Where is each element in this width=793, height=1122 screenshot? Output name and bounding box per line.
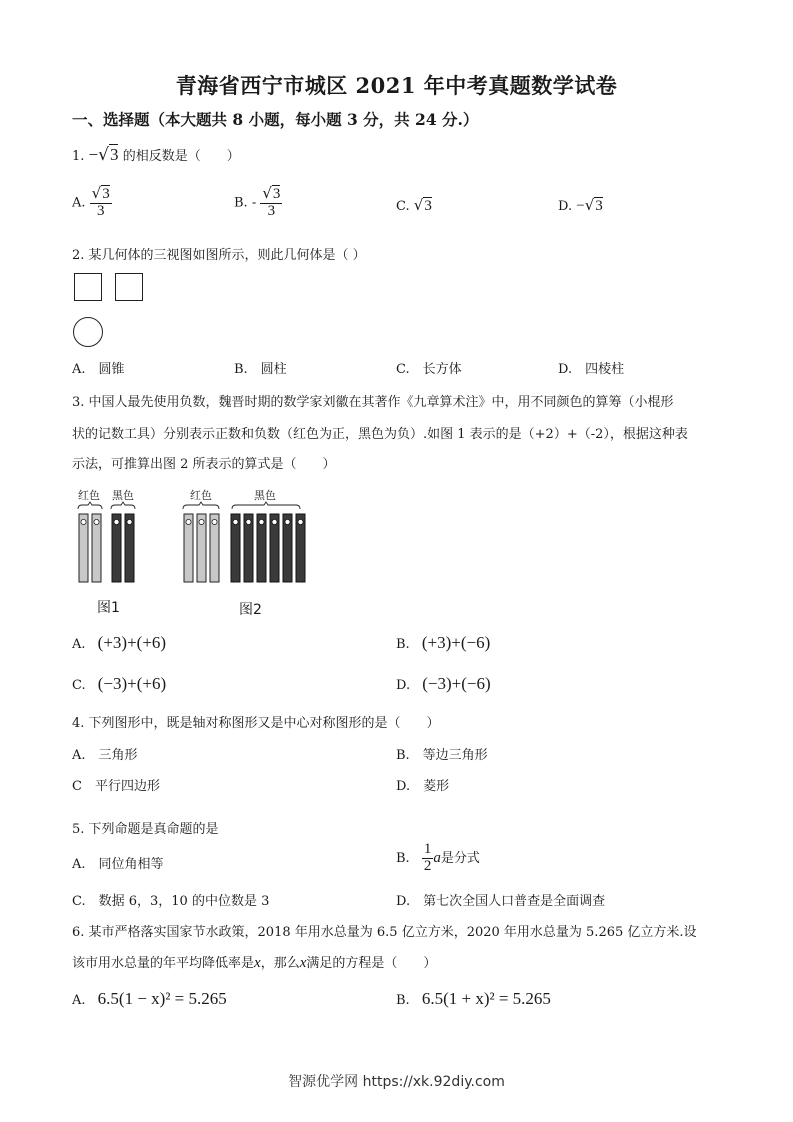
question-5: 5. 下列命题是真命题的是	[72, 822, 219, 837]
question-3-line-3: 示法，可推算出图 2 所表示的算式是（ ）	[72, 457, 336, 472]
q1-number: 1.	[72, 149, 85, 164]
fig2-red-brace	[183, 502, 219, 509]
q1-b-fraction: $\frac{√3}{3}$	[262, 184, 281, 219]
question-1	[72, 145, 240, 165]
q2-option-a[interactable]: A. 圆锥	[72, 362, 125, 377]
q1-option-d[interactable]: D. −√3	[558, 196, 603, 214]
q2-option-d[interactable]: D. 四棱柱	[558, 362, 625, 377]
q5-b-fraction: $\frac{1}{2}$	[423, 841, 432, 874]
q4-option-b[interactable]: B. 等边三角形	[396, 748, 488, 763]
question-6-line-1: 6. 某市严格落实国家节水政策，2018 年用水总量为 6.5 亿立方米，2020 年用水总量为 5.265 亿立方米.设	[72, 925, 697, 940]
q5-option-b[interactable]: B. $\frac{1}{2}$ a是分式	[396, 841, 480, 874]
fig1-red-brace	[78, 502, 102, 509]
side-view-square	[115, 273, 143, 301]
fig2-red-label: 红色	[190, 489, 212, 502]
q2-option-c[interactable]: C. 长方体	[396, 362, 462, 377]
top-view-circle	[73, 317, 103, 347]
fig2-black-label: 黑色	[254, 489, 276, 502]
q1-option-c[interactable]: C. √3	[396, 196, 432, 214]
front-view-square	[74, 273, 102, 301]
q4-option-a[interactable]: A. 三角形	[72, 748, 138, 763]
q3-option-a[interactable]: A. (+3)+(+6)	[72, 633, 167, 652]
q3-option-d[interactable]: D. (−3)+(−6)	[396, 674, 491, 693]
q5-option-d[interactable]: D. 第七次全国人口普查是全面调查	[396, 894, 606, 909]
page-title: 青海省西宁市城区 2021 年中考真题数学试卷	[175, 73, 618, 98]
q4-option-d[interactable]: D. 菱形	[396, 779, 450, 794]
fig1-black-brace	[111, 502, 135, 509]
fig2-black-rods	[231, 514, 305, 582]
fig2-black-brace	[232, 502, 300, 509]
section-heading: 一、选择题（本大题共 8 小题，每小题 3 分，共 24 分.）	[72, 110, 479, 129]
q4-option-c[interactable]: C 平行四边形	[72, 779, 160, 794]
q5-option-a[interactable]: A. 同位角相等	[72, 857, 164, 872]
fig1-red-label: 红色	[78, 489, 100, 502]
fig1-caption: 图1	[97, 600, 120, 616]
q1-expression: −√3	[88, 145, 119, 165]
q6-option-a[interactable]: A. 6.5(1 − x)² = 5.265	[72, 989, 227, 1008]
q6-option-b[interactable]: B. 6.5(1 + x)² = 5.265	[396, 989, 551, 1008]
question-2: 2. 某几何体的三视图如图所示，则此几何体是（ ）	[72, 248, 366, 263]
fig2-caption: 图2	[239, 602, 262, 618]
fig1-black-label: 黑色	[112, 489, 134, 502]
q1-a-fraction: $\frac{√3}{3}$	[91, 184, 110, 219]
fig2-red-rods	[184, 514, 219, 582]
q3-option-c[interactable]: C. (−3)+(+6)	[72, 674, 167, 693]
q2-option-b[interactable]: B. 圆柱	[234, 362, 287, 377]
q3-option-b[interactable]: B. (+3)+(−6)	[396, 633, 491, 652]
question-3-line-1: 3. 中国人最先使用负数，魏晋时期的数学家刘徽在其著作《九章算术注》中，用不同颜色的算筹（小棍形	[72, 395, 674, 410]
fig1-red-rods	[79, 514, 101, 582]
footer-watermark[interactable]: 智源优学网 https://xk.92diy.com	[288, 1074, 505, 1090]
question-4: 4. 下列图形中，既是轴对称图形又是中心对称图形的是（ ）	[72, 716, 440, 731]
q1-stem: 的相反数是（ ）	[122, 149, 240, 164]
question-3-line-2: 状的记数工具）分别表示正数和负数（红色为正，黑色为负）.如图 1 表示的是（+2）+（-2），根据这种表	[72, 427, 688, 442]
q5-option-c[interactable]: C. 数据 6，3，10 的中位数是 3	[72, 894, 270, 909]
question-6-line-2: 该市用水总量的年平均降低率是x，那么x满足的方程是（ ）	[72, 955, 437, 971]
q1-option-b[interactable]: B. - $\frac{√3}{3}$	[234, 184, 281, 219]
fig1-black-rods	[112, 514, 134, 582]
q1-option-a[interactable]: A. $\frac{√3}{3}$	[72, 184, 110, 219]
